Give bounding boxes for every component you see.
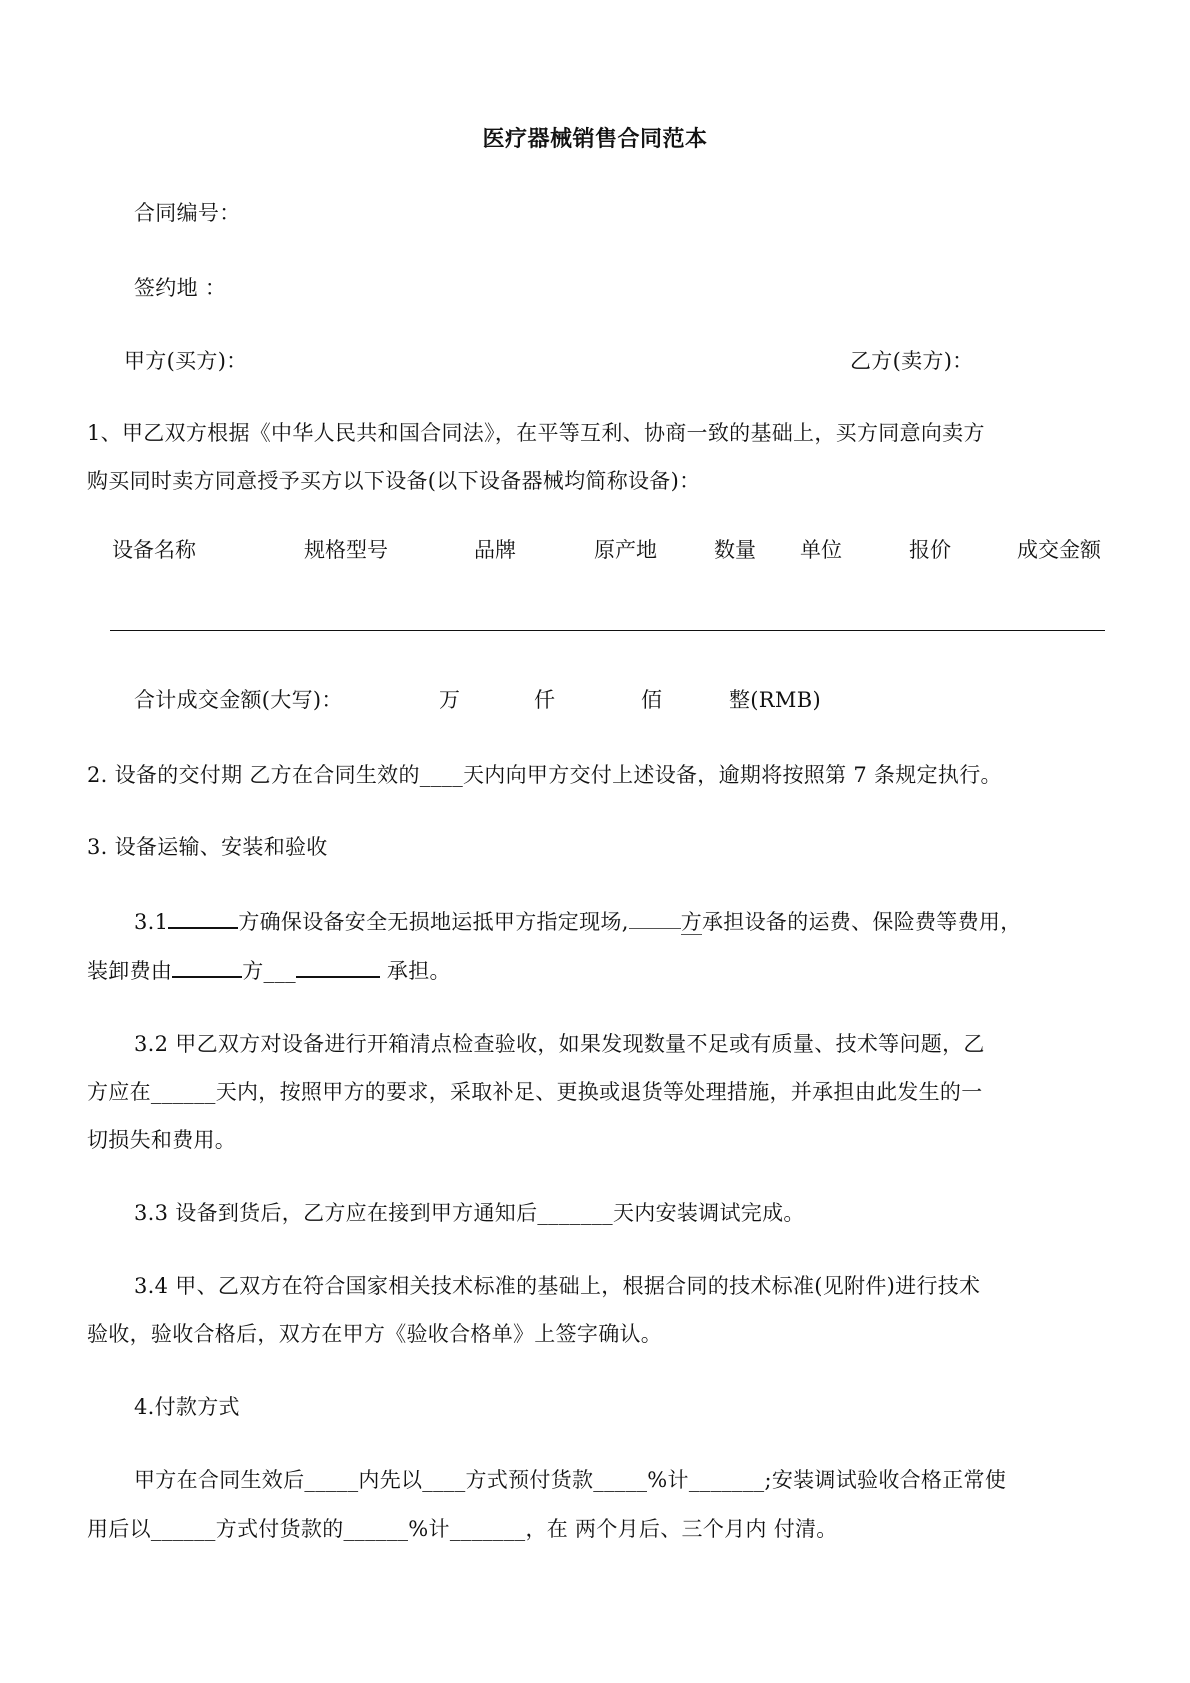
clause-3-1-text-c: 方 bbox=[680, 910, 702, 934]
table-header-cell: 单位 bbox=[800, 538, 842, 562]
document-title: 医疗器械销售合同范本 bbox=[482, 126, 708, 152]
clause-3-1-text-f: 方 bbox=[242, 959, 264, 983]
clause-3-1-text-b: 方确保设备安全无损地运抵甲方指定现场, bbox=[238, 910, 629, 934]
unit-qian: 仟 bbox=[534, 688, 556, 712]
party-b-label: 乙方(卖方)： bbox=[850, 349, 974, 373]
table-divider-line bbox=[110, 630, 1105, 631]
clause-3-2-line-1: 3.2 甲乙双方对设备进行开箱清点检查验收，如果发现数量不足或有质量、技术等问题，乙 bbox=[134, 1032, 985, 1056]
clause-3-1-text-e: 装卸费由 bbox=[87, 959, 173, 983]
unloading-party-blank[interactable] bbox=[172, 956, 242, 978]
unit-wan: 万 bbox=[439, 688, 461, 712]
table-header-cell: 品牌 bbox=[474, 538, 516, 562]
contract-number-label: 合同编号： bbox=[134, 201, 241, 225]
fee-party-blank[interactable] bbox=[629, 908, 681, 929]
clause-3-4-line-1: 3.4 甲、乙双方在符合国家相关技术标准的基础上，根据合同的技术标准(见附件)进行技术 bbox=[134, 1274, 981, 1298]
clause-3-title: 3. 设备运输、安装和验收 bbox=[87, 835, 328, 859]
transport-party-blank[interactable] bbox=[168, 907, 238, 929]
clause-3-1-text-d: 承担设备的运费、保险费等费用， bbox=[702, 910, 1022, 934]
clause-3-2-line-2: 方应在______天内，按照甲方的要求，采取补足、更换或退货等处理措施，并承担由此发生的一 bbox=[87, 1080, 983, 1104]
clause-2 bbox=[87, 761, 1002, 789]
table-header-cell: 数量 bbox=[714, 538, 756, 562]
clause-3-1-line-2 bbox=[87, 956, 451, 985]
clause-4-title: 4.付款方式 bbox=[134, 1395, 240, 1419]
table-header-cell: 报价 bbox=[909, 538, 951, 562]
table-header-cell: 规格型号 bbox=[304, 538, 388, 562]
signing-place-label: 签约地 ： bbox=[134, 276, 227, 300]
clause-3-3: 3.3 设备到货后，乙方应在接到甲方通知后_______天内安装调试完成。 bbox=[134, 1201, 805, 1225]
clause-3-1-number: 3.1 bbox=[134, 910, 169, 934]
total-amount-label: 合计成交金额(大写)： bbox=[134, 688, 343, 712]
unit-zheng: 整(RMB) bbox=[729, 688, 821, 712]
clause-1-line-1: 1、甲乙双方根据《中华人民共和国合同法》，在平等互利、协商一致的基础上，买方同意向卖方 bbox=[87, 421, 985, 445]
unloading-extra-blank[interactable] bbox=[296, 956, 380, 978]
party-a-label: 甲方(买方)： bbox=[124, 349, 248, 373]
table-header-cell: 原产地 bbox=[594, 538, 657, 562]
clause-2-text-a: 2. 设备的交付期 乙方在合同生效的 bbox=[87, 763, 420, 787]
unit-bai: 佰 bbox=[641, 688, 663, 712]
clause-1-line-2: 购买同时卖方同意授予买方以下设备(以下设备器械均简称设备)： bbox=[87, 469, 701, 493]
clause-3-2-line-3: 切损失和费用。 bbox=[87, 1128, 237, 1152]
delivery-days-blank[interactable]: ____ bbox=[419, 763, 463, 787]
table-header-cell: 设备名称 bbox=[112, 538, 196, 562]
clause-3-1-text-h: 承担。 bbox=[379, 959, 451, 983]
clause-2-text-b: 天内向甲方交付上述设备，逾期将按照第 7 条规定执行。 bbox=[463, 763, 1002, 787]
clause-4-line-1: 甲方在合同生效后_____内先以____方式预付货款_____%计_______;安装调试验收合格正常使 bbox=[134, 1468, 1007, 1492]
table-header-cell: 成交金额 bbox=[1017, 538, 1101, 562]
clause-3-1-text-g: ___ bbox=[263, 959, 296, 983]
clause-3-4-line-2: 验收，验收合格后，双方在甲方《验收合格单》上签字确认。 bbox=[87, 1322, 663, 1346]
clause-3-1-line-1 bbox=[134, 907, 1022, 936]
clause-4-line-2: 用后以______方式付货款的______%计_______，在 两个月后、三个月内 付清。 bbox=[87, 1517, 838, 1541]
